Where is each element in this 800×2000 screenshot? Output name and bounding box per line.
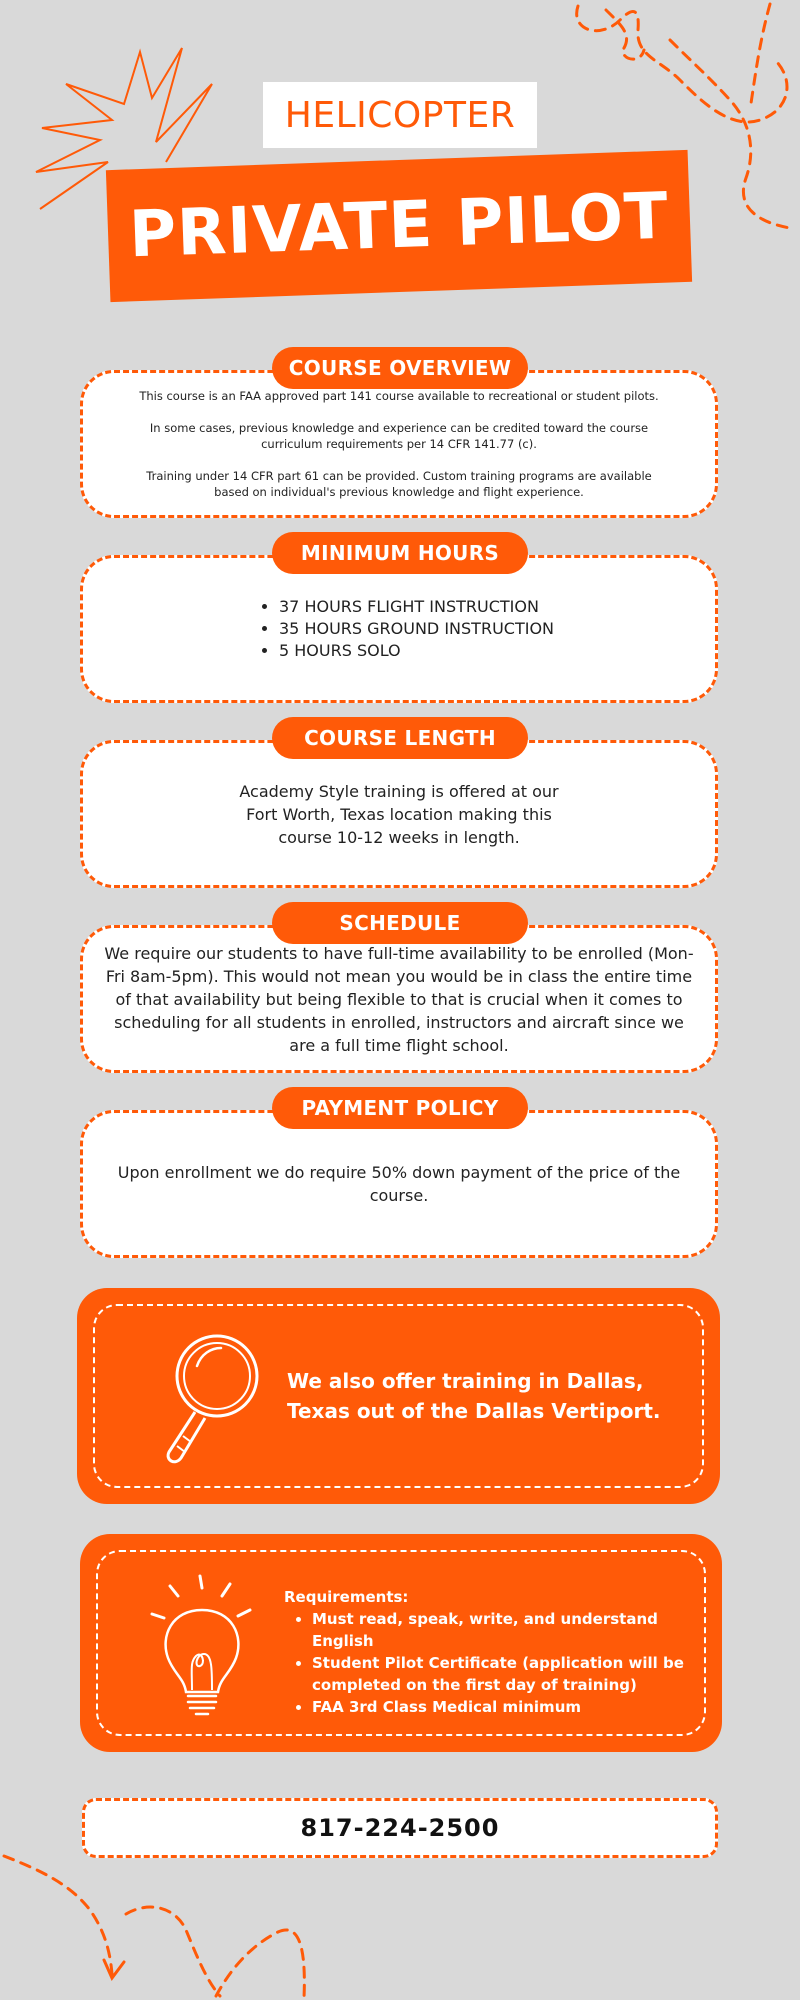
overview-paragraph: In some cases, previous knowledge and experience can be credited toward the course curriculum requirements per 14 CFR 141.77 (c). [149, 421, 649, 451]
course-overview-heading-label: COURSE OVERVIEW [288, 356, 512, 380]
requirements-label: Requirements: [284, 1588, 409, 1606]
dallas-text: We also offer training in Dallas, Texas out of the Dallas Vertiport. [287, 1369, 661, 1423]
minimum-hours-heading [272, 532, 528, 574]
minimum-hours-list [259, 596, 554, 662]
course-length-card [80, 740, 718, 888]
payment-policy-text: Upon enrollment we do require 50% down payment of the price of the course. [117, 1163, 681, 1205]
list-item: • Must read, speak, write, and understand English [312, 1608, 694, 1652]
course-length-heading [272, 717, 528, 759]
title-banner [106, 150, 692, 302]
phone-card [82, 1798, 718, 1858]
overview-paragraph: This course is an FAA approved part 141 course available to recreational or student pilots. [139, 389, 659, 403]
requirements-panel [80, 1534, 722, 1752]
schedule-text: We require our students to have full-time availability to be enrolled (Mon-Fri 8am-5pm). This would not mean you would be in class the entire time of that availability but being flexible to that is crucial when it comes to scheduling for all students in enrolled, instructors and aircraft since we are a full time flight school. [104, 943, 694, 1055]
helicopter-label-box [263, 82, 537, 148]
requirements-block [284, 1586, 694, 1718]
minimum-hours-card [80, 555, 718, 703]
list-item: • 35 HOURS GROUND INSTRUCTION [279, 618, 554, 640]
course-overview-heading [272, 347, 528, 389]
light-bulb-icon [142, 1570, 262, 1720]
schedule-heading-label: SCHEDULE [339, 911, 461, 935]
page-title: PRIVATE PILOT [128, 179, 670, 273]
course-length-text: Academy Style training is offered at our Fort Worth, Texas location making this course 10-12 weeks in length. [239, 781, 559, 847]
magnifying-glass-icon [155, 1328, 265, 1468]
payment-policy-card [80, 1110, 718, 1258]
payment-policy-heading-label: PAYMENT POLICY [301, 1096, 499, 1120]
payment-policy-heading [272, 1087, 528, 1129]
course-overview-text [131, 388, 667, 500]
schedule-heading [272, 902, 528, 944]
course-length-heading-label: COURSE LENGTH [304, 726, 496, 750]
list-item: • 37 HOURS FLIGHT INSTRUCTION [279, 596, 554, 618]
overview-paragraph: Training under 14 CFR part 61 can be provided. Custom training programs are available based on individual's previous knowledge and flight experience. [146, 469, 652, 499]
helicopter-label: HELICOPTER [284, 94, 516, 136]
list-item: • 5 HOURS SOLO [279, 640, 554, 662]
list-item: • FAA 3rd Class Medical minimum [312, 1696, 694, 1718]
course-overview-card [80, 370, 718, 518]
requirements-list [284, 1608, 694, 1718]
schedule-card [80, 925, 718, 1073]
minimum-hours-heading-label: MINIMUM HOURS [300, 541, 500, 565]
dashed-squiggle-bottom [0, 1850, 320, 2000]
list-item: • Student Pilot Certificate (application will be completed on the first day of training) [312, 1652, 694, 1696]
phone-number[interactable]: 817-224-2500 [300, 1814, 500, 1842]
dallas-panel [77, 1288, 720, 1504]
